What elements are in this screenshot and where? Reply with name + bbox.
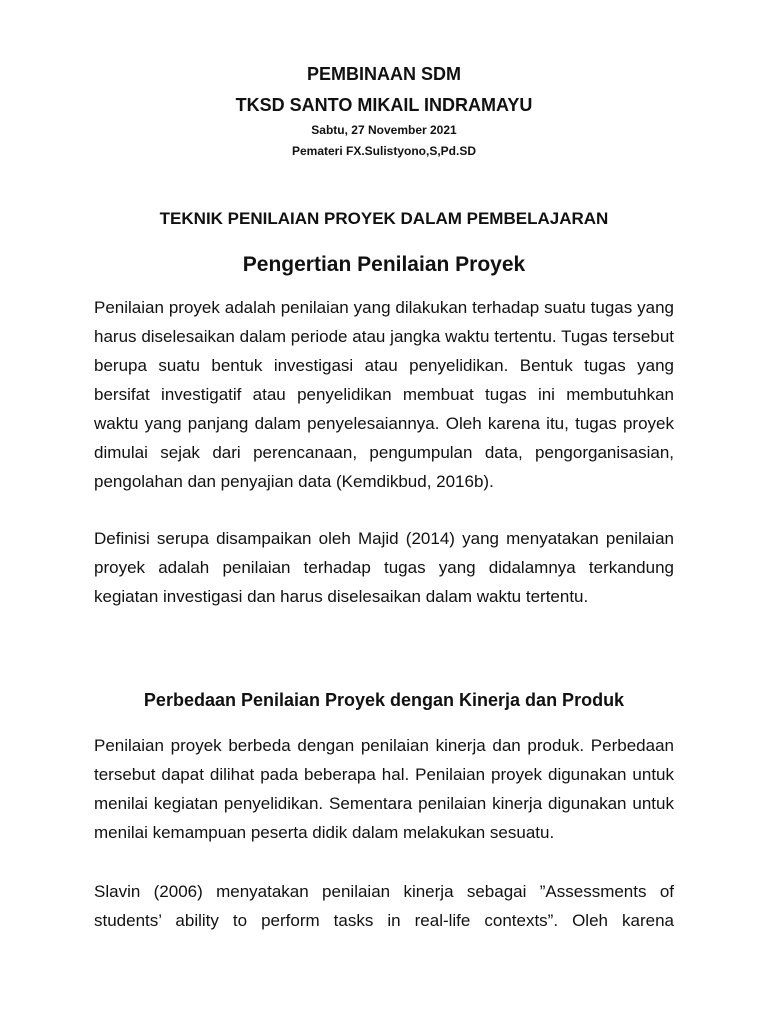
document-page xyxy=(94,0,674,1024)
paragraph: Definisi serupa disampaikan oleh Majid (2014) yang menyatakan penilaian proyek adalah penilaian terhadap tugas yang didalamnya terkandung kegiatan investigasi dan harus diselesaikan dalam waktu tertentu. xyxy=(94,529,674,606)
school-name: TKSD SANTO MIKAIL INDRAMAYU xyxy=(235,95,533,115)
event-date: Sabtu, 27 November 2021 xyxy=(311,123,457,137)
paragraph: Penilaian proyek adalah penilaian yang dilakukan terhadap suatu tugas yang harus diselesaikan dalam periode atau jangka waktu tertentu. Tugas tersebut berupa suatu bentuk investigasi atau penyelidikan. Bentuk tugas yang bersifat investigatif atau penyelidikan membuat tugas ini membutuhkan waktu yang panjang dalam penyelesaiannya. Oleh karena itu, tugas proyek dimulai sejak dari perencanaan, pengumpulan data, pengorganisasian, pengolahan dan penyajian data (Kemdikbud, 2016b). xyxy=(94,298,674,491)
document-title: TEKNIK PENILAIAN PROYEK DALAM PEMBELAJARAN xyxy=(159,209,609,228)
section-heading-pengertian: Pengertian Penilaian Proyek xyxy=(242,253,526,276)
section-heading-perbedaan: Perbedaan Penilaian Proyek dengan Kinerja dan Produk xyxy=(143,690,625,710)
speaker-name: Pemateri FX.Sulistyono,S,Pd.SD xyxy=(291,144,477,158)
paragraph: Penilaian proyek berbeda dengan penilaian kinerja dan produk. Perbedaan tersebut dapat dilihat pada beberapa hal. Penilaian proyek digunakan untuk menilai kegiatan penyelidikan. Sementara penilaian kinerja digunakan untuk menilai kemampuan peserta didik dalam melakukan sesuatu. xyxy=(94,736,674,842)
paragraph: Slavin (2006) menyatakan penilaian kinerja sebagai ”Assessments of students’ ability to perform tasks in real-life contexts”. Oleh karena xyxy=(94,882,674,930)
organizer-title: PEMBINAAN SDM xyxy=(306,64,461,84)
